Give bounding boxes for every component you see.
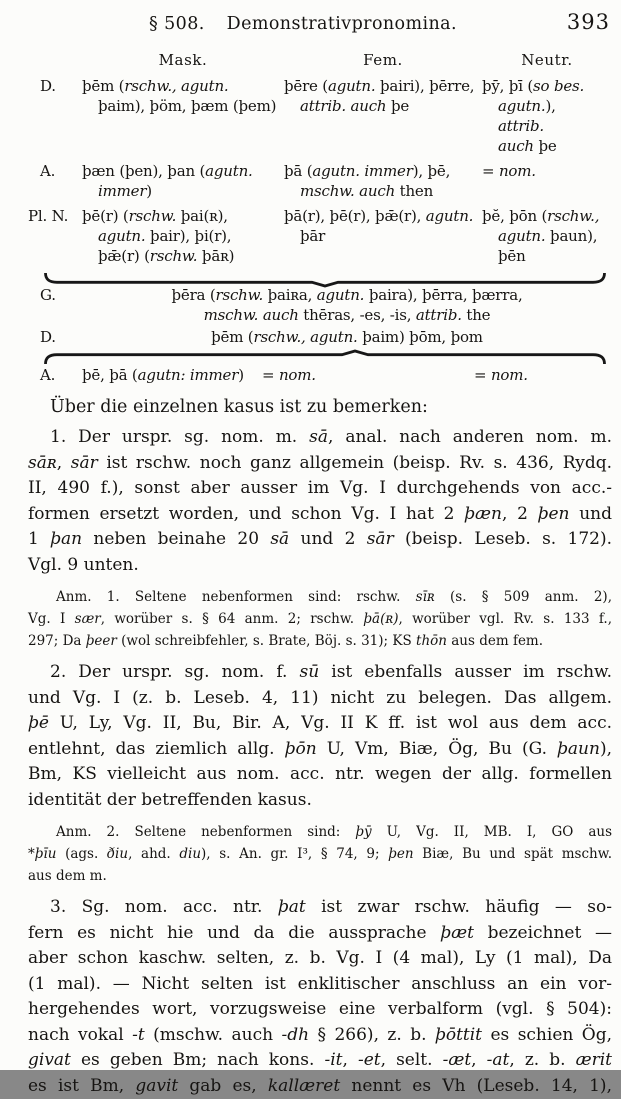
- cell-line: þā(r), þē(r), þǣ(r), agutn.: [284, 206, 476, 226]
- row-label: D.: [28, 327, 82, 347]
- text-line: 297; Da þeer (wol schreibfehler, s. Brate, Böj. s. 31); KS thōn aus dem fem.: [28, 630, 612, 652]
- text-line: II, 490 f.), sonst aber ausser im Vg. I durchgehends von acc.-: [28, 476, 612, 502]
- text-line: 1. Der urspr. sg. nom. m. sā, anal. nach anderen nom. m.: [28, 425, 612, 451]
- grouping-brace-lower: [44, 349, 612, 362]
- brace-up-glyph: [44, 351, 606, 364]
- cell-nom-pl-neutr: [482, 206, 612, 266]
- intro-line: Über die einzelnen kasus ist zu bemerken:: [28, 397, 612, 417]
- cell-line: = nom.: [262, 365, 468, 385]
- column-header-neutr: Neutr.: [482, 50, 612, 70]
- body-text: [28, 397, 612, 1099]
- cell-acc-sg-mask: [82, 161, 284, 201]
- cell-line: þēn: [482, 246, 606, 266]
- text-line: und Vg. I (z. b. Leseb. 4, 11) nicht zu belegen. Das allgem.: [28, 686, 612, 712]
- row-dat-pl-shared: [28, 327, 612, 347]
- text-line: nach vokal -t (mschw. auch -dh § 266), z. b. þōttit es schien Ög,: [28, 1023, 612, 1049]
- text-line: *þīu (ags. ðiu, ahd. diu), s. An. gr. I³, § 74, 9; þen Biæ, Bu und spät mschw.: [28, 843, 612, 865]
- text-line: aus dem m.: [28, 865, 612, 887]
- cell-line: mschw. auch then: [284, 181, 476, 201]
- page-header: [28, 8, 612, 40]
- text-line: hergehendes wort, vorzugsweise eine verbalform (vgl. § 504):: [28, 997, 612, 1023]
- row-label: D.: [28, 76, 82, 156]
- cell-line: auch þe: [482, 136, 606, 156]
- note-2: [28, 821, 612, 887]
- cell-line: þēm (rschw., agutn. þaim) þōm, þom: [82, 327, 612, 347]
- row-nom-pl: [28, 206, 612, 266]
- cell-line: þār: [284, 226, 476, 246]
- cell-line: agutn.), attrib.: [482, 96, 606, 136]
- text-line: identität der betreffenden kasus.: [28, 788, 612, 814]
- text-line: Anm. 2. Seltene nebenformen sind: þȳ U, Vg. II, MB. I, GO aus: [28, 821, 612, 843]
- text-line: sāʀ, sār ist rschw. noch ganz allgemein (beisp. Rv. s. 436, Rydq.: [28, 451, 612, 477]
- cell-dat-all-genders: [82, 327, 612, 347]
- cell-line: þē, þā (agutn: immer): [82, 365, 256, 385]
- note-1: [28, 586, 612, 652]
- cell-acc-pl-mask: [82, 365, 262, 385]
- cell-line: þȳ, þī (so bes.: [482, 76, 606, 96]
- cell-line: þaim), þöm, þæm (þem): [82, 96, 278, 116]
- text-line: entlehnt, das ziemlich allg. þōn U, Vm, Biæ, Ög, Bu (G. þaun),: [28, 737, 612, 763]
- cell-acc-pl-fem: [262, 365, 474, 385]
- page-number: 393: [567, 10, 610, 34]
- text-line: 1 þan neben beinahe 20 sā und 2 sār (beisp. Leseb. s. 172).: [28, 527, 612, 553]
- text-line: Bm, KS vielleicht aus nom. acc. ntr. wegen der allg. formellen: [28, 762, 612, 788]
- row-label: G.: [28, 285, 82, 325]
- text-line: Vgl. 9 unten.: [28, 553, 612, 579]
- cell-line: agutn. þair), þi(r),: [82, 226, 278, 246]
- paragraph-3: [28, 895, 612, 1099]
- cell-line: agutn. þaun),: [482, 226, 606, 246]
- section-number: § 508.: [149, 14, 205, 34]
- cell-nom-pl-mask: [82, 206, 284, 266]
- cell-line: þēra (rschw. þaiʀa, agutn. þaira), þērra, þærra,: [82, 285, 612, 305]
- cell-line: immer): [82, 181, 278, 201]
- cell-line: þēm (rschw., agutn.: [82, 76, 278, 96]
- column-header-mask: Mask.: [82, 50, 284, 70]
- cell-line: attrib. auch þe: [284, 96, 476, 116]
- text-line: Anm. 1. Seltene nebenformen sind: rschw. sīʀ (s. § 509 anm. 2),: [28, 586, 612, 608]
- cell-acc-sg-fem: [284, 161, 482, 201]
- cell-acc-sg-neutr: [482, 161, 612, 201]
- row-gen-shared: [28, 285, 612, 325]
- column-header-fem: Fem.: [284, 50, 482, 70]
- text-line: es ist Bm, gavit gab es, kallæret nennt es Vh (Leseb. 14, 1),: [28, 1074, 612, 1099]
- cell-line: þē(r) (rschw. þai(ʀ),: [82, 206, 278, 226]
- cell-dat-sg-neutr: [482, 76, 612, 156]
- cell-acc-pl-neutr: [474, 365, 612, 385]
- grouping-brace-upper: [44, 271, 612, 284]
- row-label: Pl. N.: [28, 206, 82, 266]
- text-line: 2. Der urspr. sg. nom. f. sū ist ebenfalls ausser im rschw.: [28, 660, 612, 686]
- row-label: A.: [28, 161, 82, 201]
- paragraph-2: [28, 660, 612, 813]
- cell-line: mschw. auch thēras, -es, -is, attrib. the: [82, 305, 612, 325]
- cell-dat-sg-fem: [284, 76, 482, 156]
- cell-line: þēre (agutn. þairi), þērre,: [284, 76, 476, 96]
- section-title: Demonstrativpronomina.: [227, 14, 457, 34]
- cell-line: þā (agutn. immer), þē,: [284, 161, 476, 181]
- cell-line: þĕ, þōn (rschw.,: [482, 206, 606, 226]
- cell-line: = nom.: [482, 161, 606, 181]
- row-label: A.: [28, 365, 82, 385]
- text-line: Vg. I sær, worüber s. § 64 anm. 2; rschw. þā(ʀ), worüber vgl. Rv. s. 133 f.,: [28, 608, 612, 630]
- cell-dat-sg-mask: [82, 76, 284, 156]
- page-content: [28, 8, 612, 1099]
- paradigm-header-row: [28, 50, 612, 70]
- section-heading: [28, 8, 612, 34]
- cell-line: þǣ(r) (rschw. þāʀ): [82, 246, 278, 266]
- cell-nom-pl-fem: [284, 206, 482, 266]
- text-line: 3. Sg. nom. acc. ntr. þat ist zwar rschw. häufig — so-: [28, 895, 612, 921]
- text-line: givat es geben Bm; nach kons. -it, -et, selt. -æt, -at, z. b. ærit: [28, 1048, 612, 1074]
- cell-gen-all-genders: [82, 285, 612, 325]
- text-line: aber schon kaschw. selten, z. b. Vg. I (4 mal), Ly (1 mal), Da: [28, 946, 612, 972]
- cell-line: = nom.: [474, 365, 606, 385]
- text-line: formen ersetzt worden, und schon Vg. I hat 2 þæn, 2 þen und: [28, 502, 612, 528]
- cell-line: þæn (þen), þan (agutn.: [82, 161, 278, 181]
- text-line: fern es nicht hie und da die aussprache þæt bezeichnet —: [28, 921, 612, 947]
- text-line: (1 mal). — Nicht selten ist enklitischer anschluss an ein vor-: [28, 972, 612, 998]
- paradigm-table: [28, 50, 612, 385]
- text-line: þē U, Ly, Vg. II, Bu, Bir. A, Vg. II K ff. ist wol aus dem acc.: [28, 711, 612, 737]
- paragraph-1: [28, 425, 612, 578]
- row-dat-sg: [28, 76, 612, 156]
- row-acc-sg: [28, 161, 612, 201]
- row-acc-pl: [28, 365, 612, 385]
